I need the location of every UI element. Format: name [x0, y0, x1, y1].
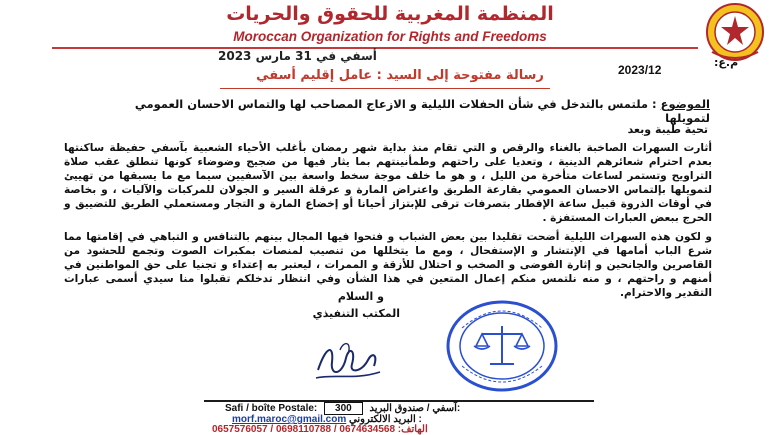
organization-logo-icon: [702, 2, 768, 64]
body-paragraph-2: و لكون هذه السهرات الليلية أضحت تقليدا بين بعض الشباب و فتحوا فيها المجال بينهم بالتنافس و التباهي في إقامتها مما شرع الباب أمامها في الإنتشار و الإستفحال ، ومع ما يتخللها من تنصيب لمنصات بمكبرات الصوت وتجمع للحشود من القاصرين والجانحين و إثارة الفوضى و الصخب و احتلال للأزقة و الممرات ، ليعتبر به إعتداء و تجنيا على حق المواطنين في أمنهم و راحتهم ، و منه نلتمس منكم إعمال المتعين في هذا الشأن وفي انتظار تدخلكم تقبلوا منا سيدي أسمى عبارات التقدير والاحترام.: [64, 231, 712, 300]
letter-title: رسالة مفتوحة إلى السيد : عامل إقليم أسفي: [256, 68, 544, 83]
org-name-arabic: المنظمة المغربية للحقوق والحريات: [226, 3, 554, 25]
footer-phones: الهاتف: 0674634568 / 0698110788 / 0657576057: [212, 424, 428, 435]
handwritten-signature: [312, 336, 384, 386]
subject-label: الموضوع: [660, 97, 710, 111]
place-and-date: أسفي في 31 مارس 2023: [218, 49, 377, 63]
email-label-ar: البريد الالكتروني :: [349, 414, 422, 425]
subject-line: [90, 97, 710, 125]
greeting: تحية طيبة وبعد: [627, 123, 708, 136]
subject-text: : ملتمس بالتدخل في شأن الحفلات الليلية و الازعاج المصاحب لها والتماس الاحسان العمومي لتمويلها: [134, 97, 710, 125]
pobox-label-ar: آسفي / صندوق البريد:: [369, 403, 461, 414]
email-link[interactable]: morf.maroc@gmail.com: [232, 414, 347, 425]
organization-stamp-icon: [444, 298, 560, 394]
reference-label: م.ع:: [714, 56, 739, 69]
body-paragraph-1: أثارت السهرات الصاخبة بالغناء والرقص و التي تقام منذ بداية شهر رمضان بأغلب الأحياء الشعبية بآسفي حفيظة ساكنتها بعدم احترام شعائرهم الدينية ، وتعديا على راحتهم وطمأنينتهم بما يثار فيها من ضجيج وضوضاء كونها تنطلق عقب صلاة التراويح وتستمر لساعات متأخرة من الليل ، و هو ما خلف موجة سخط واسعة بين الآسفيين سيما مع ما يسبقها من تهييئ لتمويلها بإلتماس الاحسان العمومي بقارعة الطريق واعتراض المارة و عرقلة السير و الجولان للمركبات والآليات ، و بخاصة في أوقات الذروة قبيل ساعة الإفطار بتصرفات ترقى للإبتزاز أحيانا أو إخضاع المارة و التجار ومستعملي الطريق للتضييق و الحرج ببعض العبارات المستفزة .: [64, 142, 712, 225]
closing: و السلام: [337, 290, 384, 303]
title-underline: [220, 88, 550, 89]
reference-number: 2023/12: [618, 63, 662, 77]
pobox-label-fr: Safi / boîte Postale:: [225, 403, 318, 414]
signatory-office: المكتب التنفيذي: [312, 307, 400, 320]
pobox-number: 300: [324, 402, 363, 415]
org-name-english: Moroccan Organization for Rights and Freedoms: [233, 29, 547, 44]
